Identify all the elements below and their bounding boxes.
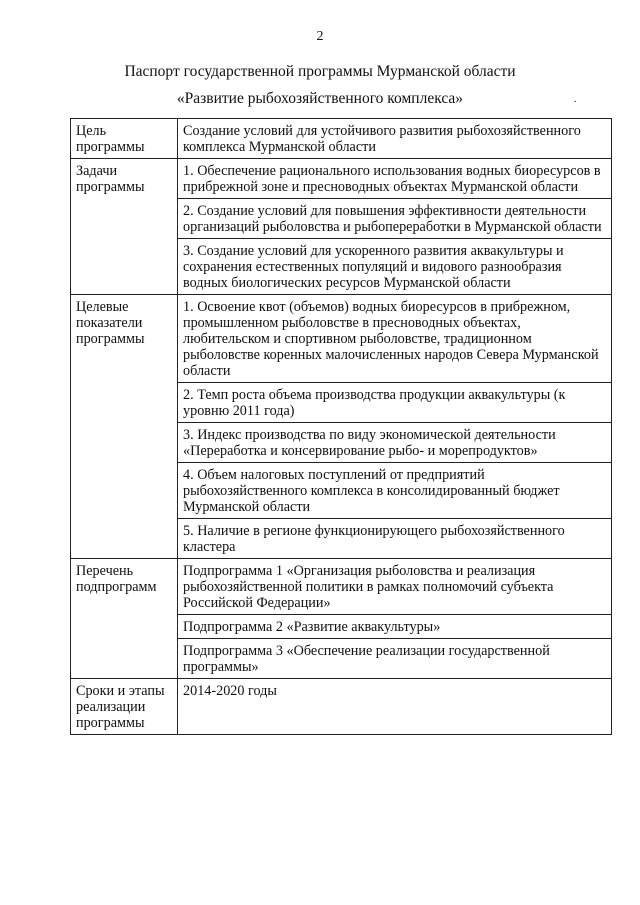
timeline-text: 2014-2020 годы — [178, 679, 612, 735]
indicator-item: 3. Индекс производства по виду экономической деятельности «Переработка и консервирование рыбо- и морепродуктов» — [178, 423, 612, 463]
subprogram-item: Подпрограмма 3 «Обеспечение реализации государственной программы» — [178, 639, 612, 679]
goal-row — [71, 119, 612, 159]
timeline-label: Сроки и этапы реализации программы — [71, 679, 178, 735]
subprogram-item: Подпрограмма 1 «Организация рыболовства и реализация рыбохозяйственной политики в рамках полномочий субъекта Российской Федерации» — [178, 559, 612, 615]
subprogram-item: Подпрограмма 2 «Развитие аквакультуры» — [178, 615, 612, 639]
indicator-item: 1. Освоение квот (объемов) водных биоресурсов в прибрежном, промышленном рыболовстве в пресноводных объектах, любительском и спортивном рыболовстве, традиционном рыболовстве коренных малочисленных народов Севера Мурманской области — [178, 295, 612, 383]
indicator-item: 4. Объем налоговых поступлений от предприятий рыбохозяйственного комплекса в консолидированный бюджет Мурманской области — [178, 463, 612, 519]
goal-label: Цель программы — [71, 119, 178, 159]
indicator-item: 5. Наличие в регионе функционирующего рыбохозяйственного кластера — [178, 519, 612, 559]
task-item: 3. Создание условий для ускоренного развития аквакультуры и сохранения естественных популяций и видового разнообразия водных биологических ресурсов Мурманской области — [178, 239, 612, 295]
indicators-label: Целевые показатели программы — [71, 295, 178, 559]
indicators-row — [71, 295, 612, 383]
document-title: Паспорт государственной программы Мурманской области — [124, 63, 516, 80]
task-item: 2. Создание условий для повышения эффективности деятельности организаций рыболовства и рыбопереработки в Мурманской области — [178, 199, 612, 239]
passport-table — [70, 118, 612, 735]
timeline-row — [71, 679, 612, 735]
page-number: 2 — [316, 29, 324, 44]
subprograms-label: Перечень подпрограмм — [71, 559, 178, 679]
task-item: 1. Обеспечение рационального использования водных биоресурсов в прибрежной зоне и пресноводных объектах Мурманской области — [178, 159, 612, 199]
scan-speck: . — [574, 94, 577, 105]
program-name: «Развитие рыбохозяйственного комплекса» — [176, 90, 464, 107]
tasks-row — [71, 159, 612, 199]
tasks-label: Задачи программы — [71, 159, 178, 295]
indicator-item: 2. Темп роста объема производства продукции аквакультуры (к уровню 2011 года) — [178, 383, 612, 423]
subprograms-row — [71, 559, 612, 615]
goal-text: Создание условий для устойчивого развития рыбохозяйственного комплекса Мурманской области — [178, 119, 612, 159]
